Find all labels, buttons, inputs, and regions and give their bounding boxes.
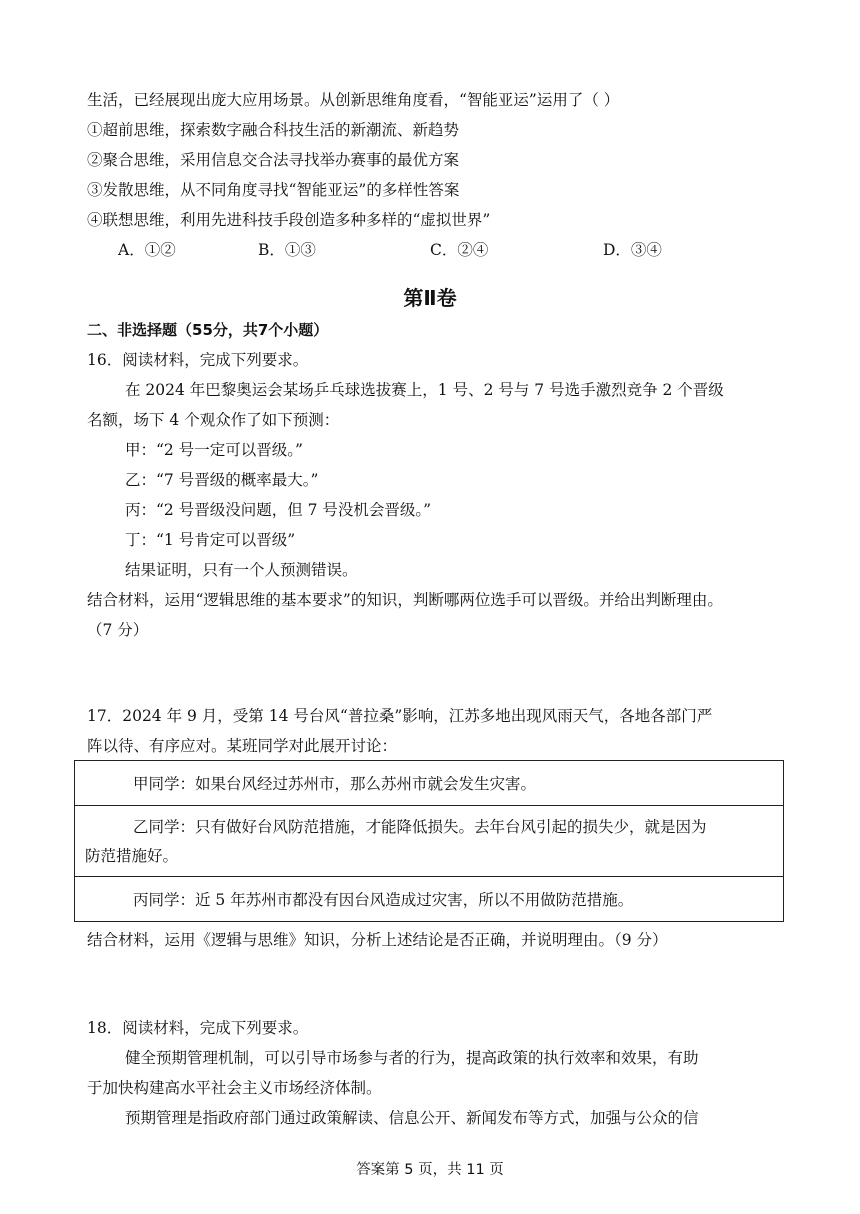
page-footer: 答案第 5 页，共 11 页 [356,1162,504,1178]
q15-option-d: D．③④ [603,241,662,259]
q18-para1-line2: 于加快构建高水平社会主义市场经济体制。 [87,1079,382,1097]
q15-item-2: ②聚合思维，采用信息交合法寻找举办赛事的最优方案 [87,151,460,169]
q17-box-bing-text: 丙同学：近 5 年苏州市都没有因台风造成过灾害，所以不用做防范措施。 [133,891,634,909]
q17-box-jia-text: 甲同学：如果台风经过苏州市，那么苏州市就会发生灾害。 [133,775,537,793]
q17-box-row-jia [75,761,783,806]
q16-result: 结果证明，只有一个人预测错误。 [125,561,358,579]
q15-item-4: ④联想思维，利用先进科技手段创造多种多样的“虚拟世界” [87,211,491,229]
q16-prediction-ding: 丁：“1 号肯定可以晋级” [125,531,296,549]
q15-item-1: ①超前思维，探索数字融合科技生活的新潮流、新趋势 [87,121,460,139]
section-title: 第Ⅱ卷 [403,286,457,310]
q17-intro-line1: 17．2024 年 9 月，受第 14 号台风“普拉桑”影响，江苏多地出现风雨天气，各地各部门严 [87,707,713,725]
q17-box-yi-line1: 乙同学：只有做好台风防范措施，才能降低损失。去年台风引起的损失少，就是因为 [133,818,707,836]
q16-number: 16．阅读材料，完成下列要求。 [87,351,309,369]
q18-para1-line1: 健全预期管理机制，可以引导市场参与者的行为，提高政策的执行效率和效果，有助 [125,1049,699,1067]
q16-para1-line2: 名额，场下 4 个观众作了如下预测： [87,411,340,429]
q15-option-a: A．①② [118,241,176,259]
q15-stem-tail: 生活，已经展现出庞大应用场景。从创新思维角度看，“智能亚运”运用了（ ） [87,91,620,109]
q16-prediction-jia: 甲：“2 号一定可以晋级。” [125,441,303,459]
q15-option-c: C．②④ [430,241,489,259]
q17-box-row-bing [75,877,783,922]
q15-item-3: ③发散思维，从不同角度寻找“智能亚运”的多样性答案 [87,181,460,199]
q17-box-row-yi [75,806,783,877]
section-heading: 二、非选择题（55分，共7个小题） [87,321,329,339]
q16-prediction-yi: 乙：“7 号晋级的概率最大。” [125,471,319,489]
q17-intro-line2: 阵以待、有序应对。某班同学对此展开讨论： [87,737,398,755]
q16-prediction-bing: 丙：“2 号晋级没问题，但 7 号没机会晋级。” [125,501,432,519]
q15-option-b: B．①③ [258,241,316,259]
q17-question: 结合材料，运用《逻辑与思维》知识，分析上述结论是否正确，并说明理由。（9 分） [87,931,668,949]
q17-box-yi-line2: 防范措施好。 [85,847,179,865]
q16-para1-line1: 在 2024 年巴黎奥运会某场乒乓球选拔赛上，1 号、2 号与 7 号选手激烈竞争 2 个晋级 [125,381,724,399]
q18-para2-line1: 预期管理是指政府部门通过政策解读、信息公开、新闻发布等方式，加强与公众的信 [125,1109,699,1127]
q16-question-line1: 结合材料，运用“逻辑思维的基本要求”的知识，判断哪两位选手可以晋级。并给出判断理由。 [87,591,723,609]
q16-question-line2: （7 分） [87,621,149,639]
q17-discussion-box [74,760,784,922]
q18-number: 18．阅读材料，完成下列要求。 [87,1019,309,1037]
